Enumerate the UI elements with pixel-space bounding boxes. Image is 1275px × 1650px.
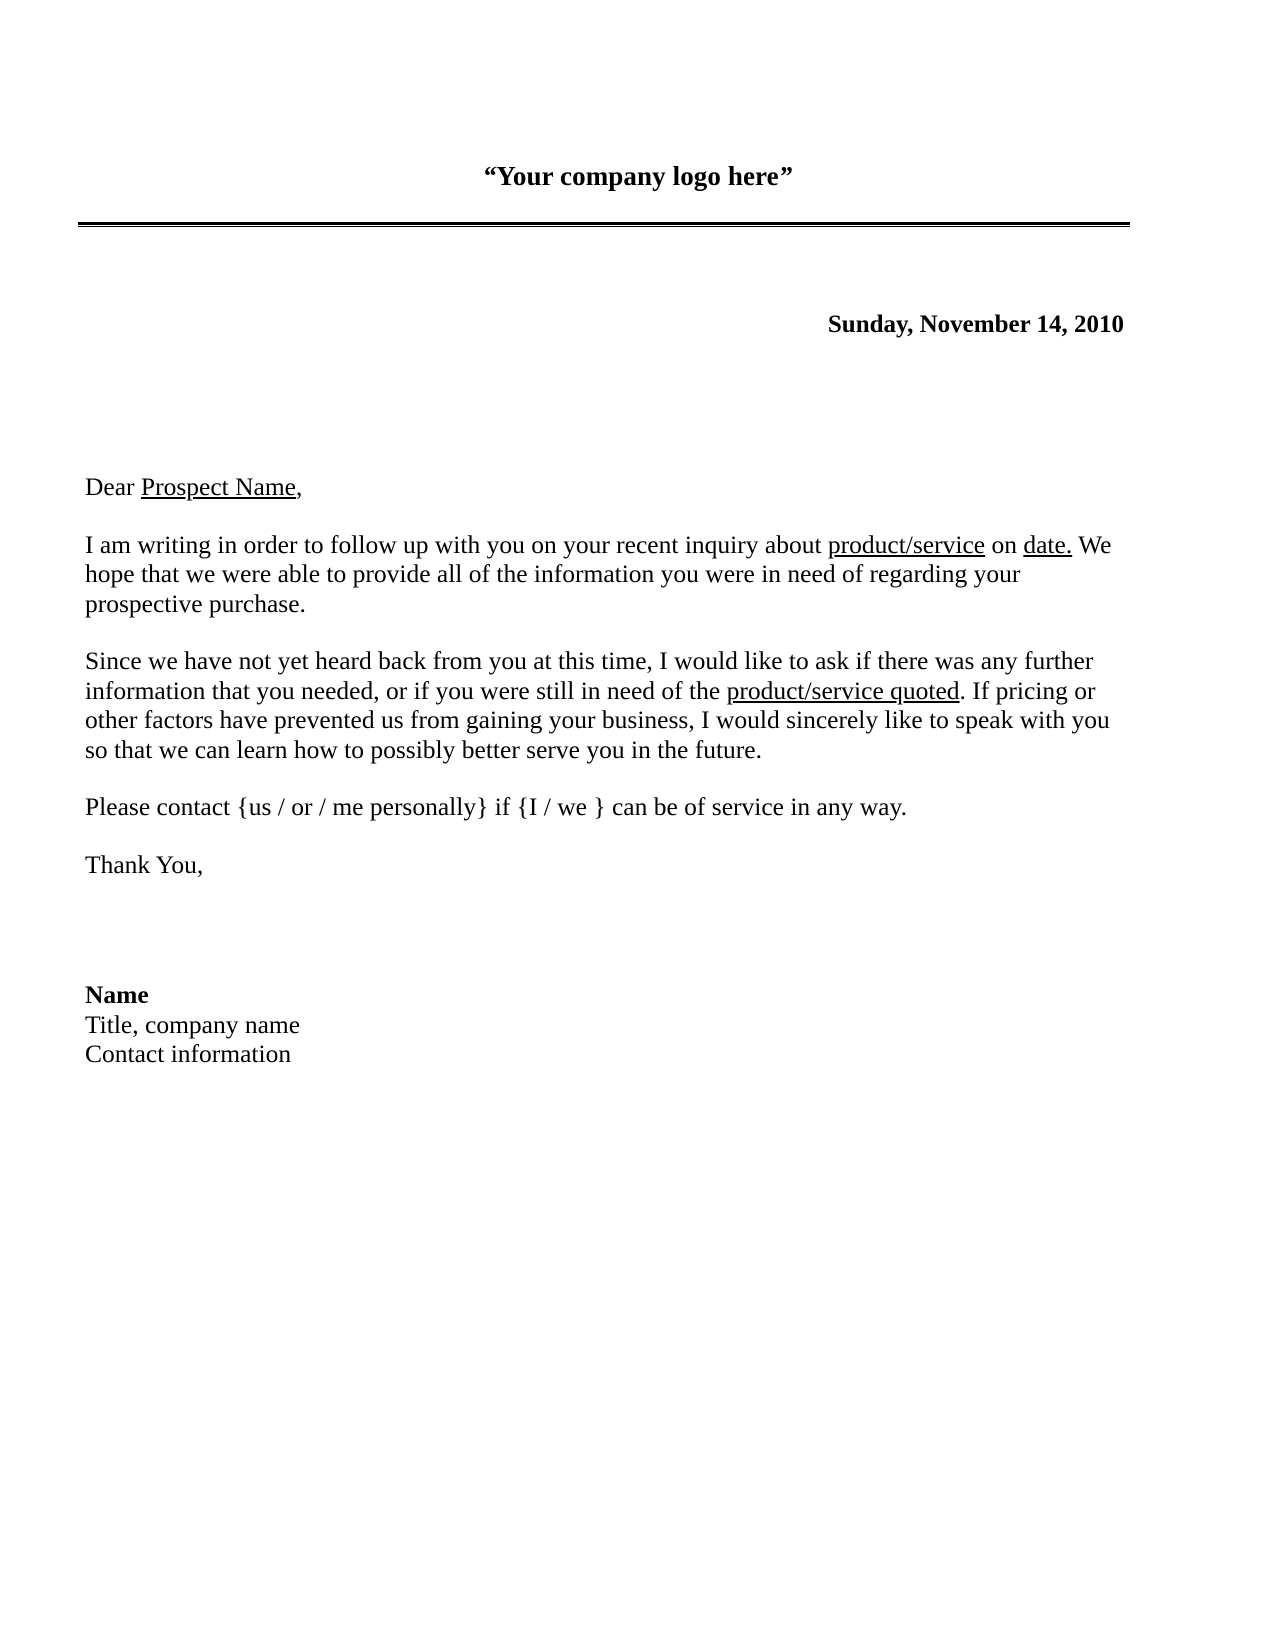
letterhead-text: Your company logo here [496,161,779,191]
recipient-name-placeholder: Prospect Name [140,472,297,501]
paragraph-three: Please contact {us / or / me personally} if {I / we } can be of service in any way. [85,792,907,821]
paragraph-one-part-2: on [985,529,1024,559]
salutation-prefix: Dear [85,472,141,501]
salutation-suffix: , [296,472,303,501]
product-service-placeholder: product/service [827,529,986,559]
paragraph-one-part-1: I am writing in order to follow up with you on your recent inquiry about [85,529,828,559]
opening-quote: “ [482,161,497,191]
closing-line: Thank You, [85,849,204,879]
header-divider [78,222,1130,228]
paragraph-two-part-2: . If pricing or other factors have prevented us from gaining your business, I would sincerely like to speak with you so that we can learn how to possibly better serve you in the future. [85,675,1110,764]
letter-date: Sunday, November 14, 2010 [827,311,1124,338]
signature-contact: Contact information [85,1039,292,1068]
date-placeholder: date. [1023,529,1073,559]
closing-quote: ” [778,161,793,191]
product-service-quoted-placeholder: product/service quoted [726,675,960,705]
paragraph-two-part-1: Since we have not yet heard back from you at this time, I would like to ask if there was any further information that you needed, or if you were still in need of the [85,646,1094,705]
paragraph-two [85,646,1130,764]
divider-thin-line [78,226,1130,227]
paragraph-one [85,530,1130,619]
signature-title: Title, company name [85,1009,301,1039]
company-logo-placeholder [0,160,1275,192]
signature-name: Name [85,980,149,1009]
letterhead [0,160,1275,192]
letter-body [85,472,1130,907]
salutation [85,472,1130,502]
signature-block [85,980,785,1069]
paragraph-one-part-3: We hope that we were able to provide all of the information you were in need of regarding your prospective purchase. [85,529,1112,618]
